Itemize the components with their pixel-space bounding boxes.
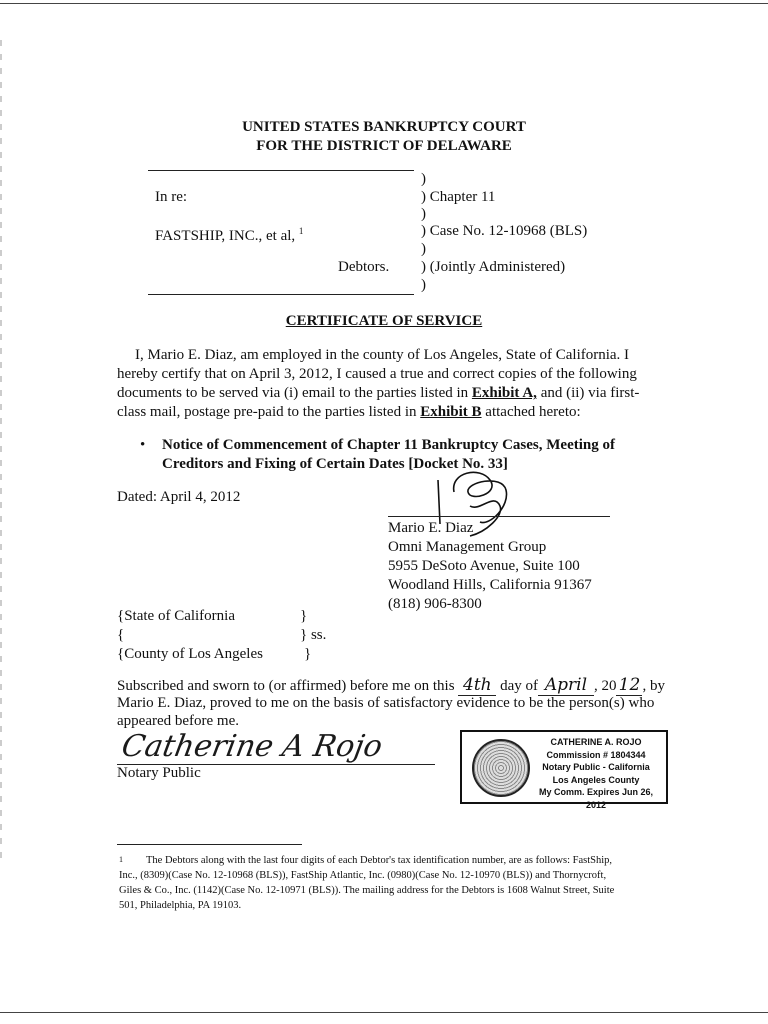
caption-paren-1: ) [421,171,426,187]
caption-jointly: ) (Jointly Administered) [421,259,566,275]
signer-city: Woodland Hills, California 91367 [388,577,592,593]
caption-top-rule [148,170,414,171]
caption-paren-4: ) [421,277,426,293]
venue-close-2: } [304,646,312,662]
signer-block [388,519,592,614]
footnote-marker: 1 [119,855,123,864]
court-district: FOR THE DISTRICT OF DELAWARE [256,138,512,154]
body-line-2: hereby certify that on April 3, 2012, I caused a true and correct copies of the following [117,366,637,382]
footnote-rule [117,844,302,845]
venue-ss: } ss. [300,627,327,643]
jurat-line-1 [117,676,665,696]
court-name: UNITED STATES BANKRUPTCY COURT [242,119,526,135]
court-title [0,118,768,156]
caption-bottom-rule [148,294,414,295]
body-paragraph [117,346,662,422]
stamp-county: Los Angeles County [552,774,640,785]
scan-left-edge [0,40,2,860]
jurat-day-of: day of [500,678,538,694]
body-line-4 [117,403,662,422]
debtor-name-text: FASTSHIP, INC., et al, [155,228,296,244]
signer-signature-line [388,516,610,517]
caption-case-no: ) Case No. 12-10968 (BLS) [421,223,588,239]
stamp-name: CATHERINE A. ROJO [550,737,642,747]
jurat-line-3: appeared before me. [117,713,240,729]
caption-debtors-label: Debtors. [338,259,390,275]
caption-chapter: ) Chapter 11 [421,189,496,205]
document-title: CERTIFICATE OF SERVICE [285,313,483,329]
debtor-footnote-ref: 1 [298,226,304,236]
notary-seal-icon [472,739,530,797]
dated-line: Dated: April 4, 2012 [117,489,241,505]
footnote-line-3: Giles & Co., Inc. (1142)(Case No. 12-10971 (BLS)). The mailing address for the Debtors is 1608 Walnut Street, Suite [119,885,615,896]
notary-stamp [460,730,668,810]
scan-bottom-border [0,1012,768,1013]
body-line-3-start: documents to be served via (i) email to the parties listed in [117,385,472,401]
body-line-1: I, Mario E. Diaz, am employed in the county of Los Angeles, State of California. I [135,347,630,363]
signer-street: 5955 DeSoto Avenue, Suite 100 [388,558,580,574]
stamp-commission: Commission # 1804344 [546,749,646,760]
venue-brace: { [117,627,125,643]
caption-paren-3: ) [421,241,426,257]
footnote-line-1: The Debtors along with the last four digits of each Debtor's tax identification number, are as follows: FastShip, [146,855,612,866]
caption-in-re: In re: [155,189,188,205]
body-line-3 [117,384,662,403]
notary-signature: Catherine A Rojo [119,729,385,764]
stamp-expires: My Comm. Expires Jun 26, 2012 [538,787,654,810]
jurat-line-2: Mario E. Diaz, proved to me on the basis of satisfactory evidence to be the person(s) who [117,695,655,711]
bullet-item [162,436,642,474]
venue-close-1: } [300,608,308,624]
jurat-year-prefix: , 20 [593,678,617,694]
exhibit-a-ref: Exhibit A, [471,385,537,401]
caption-debtor-name [155,222,303,246]
stamp-text [528,736,664,811]
jurat-day-handwritten: 4th [458,676,496,696]
notary-label: Notary Public [117,765,201,781]
signer-phone: (818) 906-8300 [388,596,482,612]
jurat-line-1-start: Subscribed and sworn to (or affirmed) before me on this [117,678,455,694]
venue-county: {County of Los Angeles [117,646,263,662]
footnote-text [119,853,639,913]
bullet-line-2: Creditors and Fixing of Certain Dates [Docket No. 33] [162,456,508,472]
footnote-line-2: Inc., (8309)(Case No. 12-10968 (BLS)), FastShip Atlantic, Inc. (0980)(Case No. 12-10970 (BLS)) and Thornycroft, [119,870,607,881]
jurat-year-handwritten: 12 [616,676,642,696]
footnote-line-4: 501, Philadelphia, PA 19103. [119,900,242,911]
exhibit-b-ref: Exhibit B [420,404,482,420]
venue-block [117,607,263,664]
venue-ss-block [300,607,326,664]
bullet-line-1: Notice of Commencement of Chapter 11 Bankruptcy Cases, Meeting of [162,437,615,453]
venue-state: {State of California [117,608,236,624]
signer-company: Omni Management Group [388,539,547,555]
jurat-month-handwritten: April [538,676,594,696]
body-line-3-end: and (ii) via first- [536,385,640,401]
body-line-4-end: attached hereto: [481,404,581,420]
body-line-4-start: class mail, postage pre-paid to the parties listed in [117,404,421,420]
bullet-symbol: • [140,437,146,453]
caption-paren-2: ) [421,206,426,222]
jurat-by: , by [642,678,665,694]
signer-name: Mario E. Diaz [388,520,474,536]
stamp-title: Notary Public - California [542,762,650,772]
scan-top-border [0,3,768,4]
